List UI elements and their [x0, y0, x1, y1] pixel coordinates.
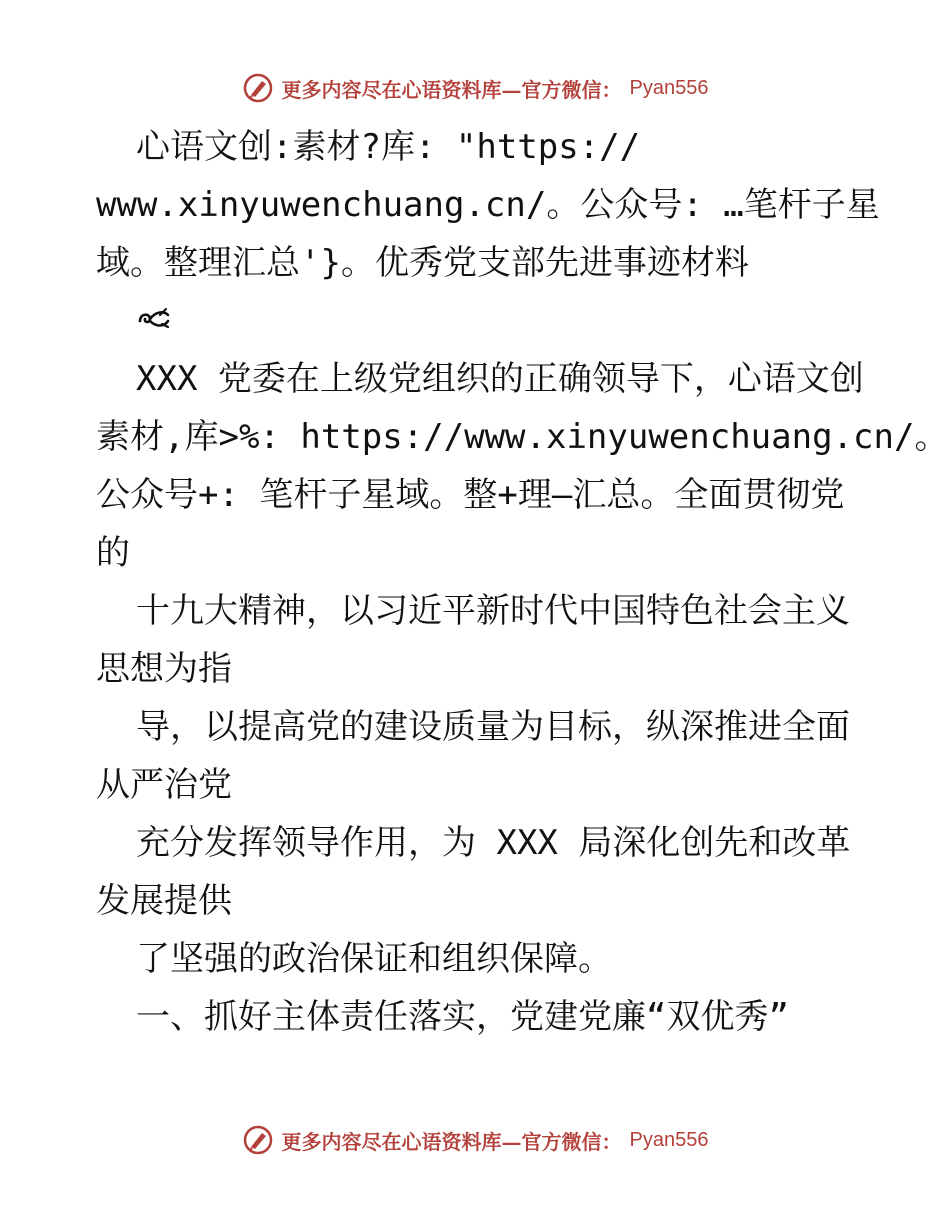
body-line: 公众号+: 笔杆子星域。整+理—汇总。全面贯彻党: [96, 475, 845, 515]
body-line: 素材,库>%: https://www.xinyuwenchuang.cn/。: [96, 417, 949, 457]
document-body: [96, 118, 949, 1046]
header-banner-text: 更多内容尽在心语资料库—官方微信：: [281, 77, 622, 102]
header-banner-wechat-id: Pyan556: [629, 76, 709, 99]
body-line: 心语文创:素材?库: "https://: [136, 127, 641, 167]
body-line: 一、抓好主体责任落实，党建党廉“双优秀”: [136, 997, 789, 1037]
seal-pen-logo-icon: [242, 1124, 274, 1156]
body-line: 十九大精神，以习近平新时代中国特色社会主义: [136, 591, 850, 631]
body-line: 域。整理汇总'}。优秀党支部先进事迹材料: [96, 243, 749, 283]
body-line: 的: [96, 533, 130, 573]
body-line: www.xinyuwenchuang.cn/。公众号: …笔杆子星: [96, 185, 880, 225]
footer-banner-text: 更多内容尽在心语资料库—官方微信：: [281, 1129, 622, 1154]
body-line: 发展提供: [96, 881, 232, 921]
footer-banner: [0, 1120, 950, 1160]
body-line: XXX 党委在上级党组织的正确领导下，心语文创: [136, 359, 864, 399]
body-line: 导，以提高党的建设质量为目标，纵深推进全面: [136, 707, 850, 747]
body-line: 思想为指: [96, 649, 232, 689]
body-line: 了坚强的政治保证和组织保障。: [136, 939, 612, 979]
header-banner: [0, 68, 950, 108]
body-line: 从严治党: [96, 765, 232, 805]
body-line: 充分发挥领导作用，为 XXX 局深化创先和改革: [136, 823, 851, 863]
ornament-row: [96, 292, 856, 350]
seal-pen-logo-icon: [242, 72, 274, 104]
footer-banner-wechat-id: Pyan556: [629, 1128, 709, 1151]
fleuron-ornament-icon: [136, 307, 172, 335]
